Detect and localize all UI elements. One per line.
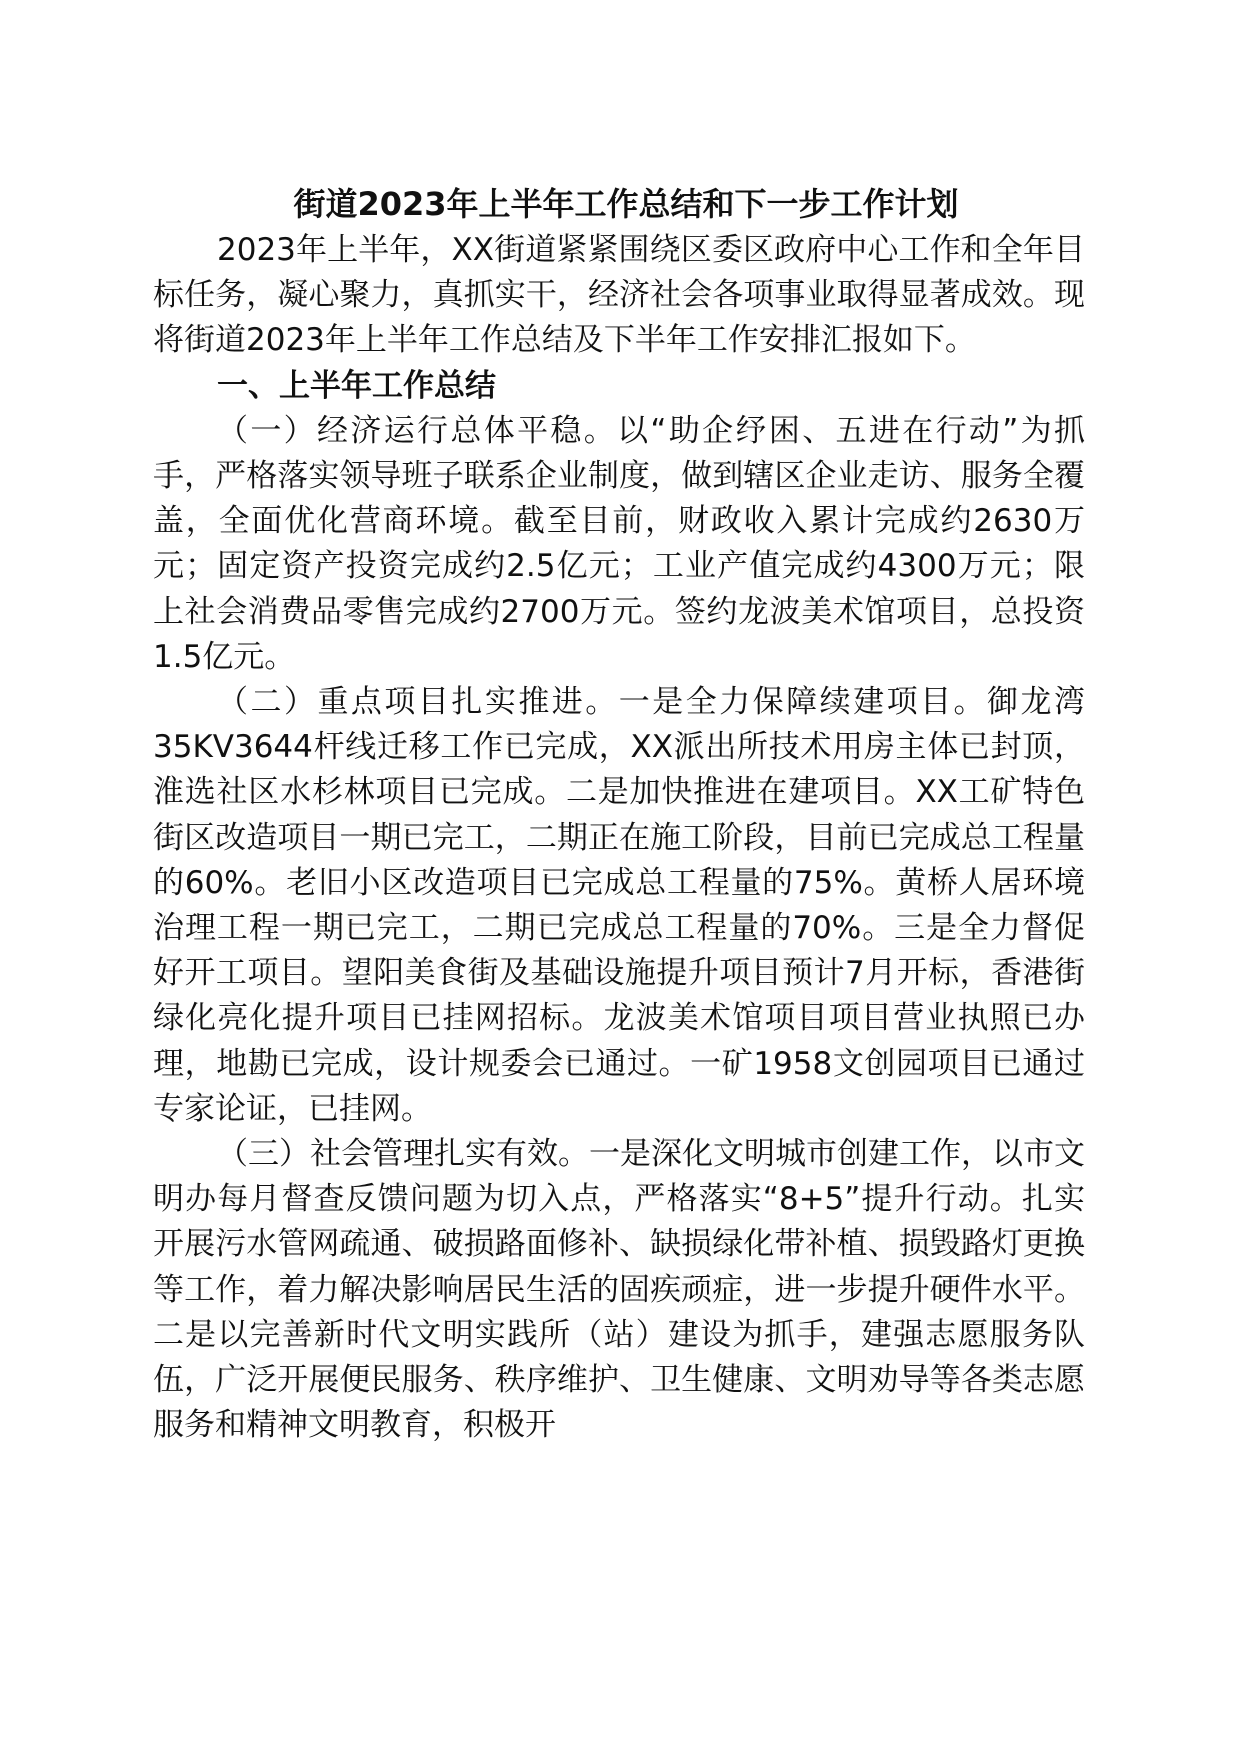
paragraph-economy: （一）经济运行总体平稳。以“助企纾困、五进在行动”为抓手，严格落实领导班子联系企业制度，做到辖区企业走访、服务全覆盖，全面优化营商环境。截至目前，财政收入累计完成约2630万元；固定资产投资完成约2.5亿元；工业产值完成约4300万元；限上社会消费品零售完成约2700万元。签约龙波美术馆项目，总投资1.5亿元。 — [153, 412, 1085, 675]
paragraph-projects: （二）重点项目扎实推进。一是全力保障续建项目。御龙湾35KV3644杆线迁移工作已完成，XX派出所技术用房主体已封顶，淮选社区水杉林项目已完成。二是加快推进在建项目。XX工矿特色街区改造项目一期已完工，二期正在施工阶段，目前已完成总工程量的60%。老旧小区改造项目已完成总工程量的75%。黄桥人居环境治理工程一期已完工，二期已完成总工程量的70%。三是全力督促好开工项目。望阳美食街及基础设施提升项目预计7月开标，香港街绿化亮化提升项目已挂网招标。龙波美术馆项目项目营业执照已办理，地勘已完成，设计规委会已通过。一矿1958文创园项目已通过专家论证，已挂网。 — [153, 684, 1085, 1127]
document-title: 街道2023年上半年工作总结和下一步工作计划 — [293, 185, 959, 223]
intro-paragraph: 2023年上半年，XX街道紧紧围绕区委区政府中心工作和全年目标任务，凝心聚力，真抓实干，经济社会各项事业取得显著成效。现将街道2023年上半年工作总结及下半年工作安排汇报如下。 — [153, 232, 1085, 359]
section-heading: 一、上半年工作总结 — [217, 367, 496, 404]
document-body — [153, 182, 1085, 1448]
paragraph-social-management: （三）社会管理扎实有效。一是深化文明城市创建工作，以市文明办每月督查反馈问题为切入点，严格落实“8+5”提升行动。扎实开展污水管网疏通、破损路面修补、缺损绿化带补植、损毁路灯更换等工作，着力解决影响居民生活的固疾顽症，进一步提升硬件水平。二是以完善新时代文明实践所（站）建设为抓手，建强志愿服务队伍，广泛开展便民服务、秩序维护、卫生健康、文明劝导等各类志愿服务和精神文明教育，积极开 — [153, 1136, 1085, 1444]
